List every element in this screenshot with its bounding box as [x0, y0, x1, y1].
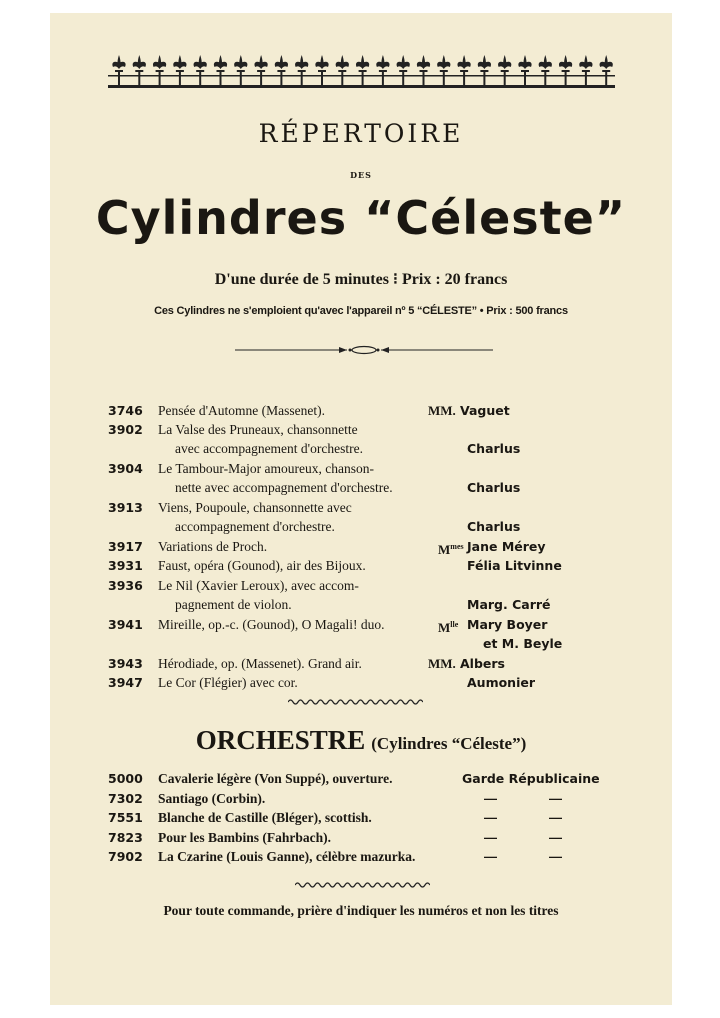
entry-title: Le Tambour-Major amoureux, chanson-	[158, 461, 374, 476]
performer-name: Charlus	[467, 519, 521, 534]
performer-prefix-main: M	[438, 542, 451, 557]
entry-title: Hérodiade, op. (Massenet). Grand air.	[158, 656, 362, 671]
entry-title: Mireille, op.-c. (Gounod), O Magali! duo.	[158, 617, 385, 632]
entry-title: Viens, Poupoule, chansonnette avec	[158, 500, 352, 515]
performer-name: Jane Mérey	[467, 539, 546, 554]
performer-name: Vaguet	[460, 403, 510, 418]
entry-number: 3941	[108, 617, 143, 632]
performer-prefix	[438, 615, 458, 637]
entry-title: Le Cor (Flégier) avec cor.	[158, 675, 298, 690]
entry-title: accompagnement d'orchestre.	[175, 519, 335, 534]
orchestre-heading	[50, 725, 672, 756]
fleur-de-lis-border-ornament	[108, 51, 615, 91]
ditto-dash: —	[484, 810, 497, 825]
entry-number: 3943	[108, 656, 143, 671]
ditto-dash: —	[484, 791, 497, 806]
entry-title: Pensée d'Automne (Massenet).	[158, 403, 326, 418]
performer-name-secondary: et M. Beyle	[483, 636, 563, 651]
performer-name: Garde Républicaine	[462, 771, 600, 786]
entry-number: 7902	[108, 849, 143, 864]
entry-number: 5000	[108, 771, 143, 786]
performer-name: Aumonier	[467, 675, 536, 690]
entry-number: 3902	[108, 422, 143, 437]
wavy-divider-bottom	[295, 881, 430, 889]
ditto-dash: —	[549, 849, 562, 864]
main-title: Cylindres “Céleste”	[95, 191, 627, 245]
catalog-page	[50, 13, 672, 1005]
performer-name: Charlus	[467, 480, 521, 495]
footer-note: Pour toute commande, prière d'indiquer les numéros et non les titres	[163, 903, 559, 918]
entry-title: Blanche de Castille (Bléger), scottish.	[158, 810, 372, 825]
entry-number: 3746	[108, 403, 143, 418]
entry-title: Variations de Proch.	[158, 539, 268, 554]
performer-prefix-sup: mes	[450, 542, 464, 551]
performer-name: Félia Litvinne	[467, 558, 562, 573]
performer-name: Mary Boyer	[467, 617, 548, 632]
entry-title: pagnement de violon.	[175, 597, 292, 612]
apparatus-line: Ces Cylindres ne s'emploient qu'avec l'appareil nº 5 “CÉLESTE” • Prix : 500 francs	[154, 305, 568, 317]
entry-title: Le Nil (Xavier Leroux), avec accom-	[158, 578, 359, 593]
entry-number: 7302	[108, 791, 143, 806]
performer-prefix-sup: lle	[450, 620, 459, 629]
entry-number: 7551	[108, 810, 143, 825]
entry-number: 3917	[108, 539, 143, 554]
entry-number: 7823	[108, 830, 143, 845]
entry-number: 3931	[108, 558, 143, 573]
ornamental-separator	[235, 343, 493, 357]
ditto-dash: —	[484, 830, 497, 845]
performer-prefix-main: M	[438, 620, 451, 635]
entry-title: avec accompagnement d'orchestre.	[175, 441, 363, 456]
subtitle-des: DES	[350, 170, 372, 180]
ditto-dash: —	[549, 830, 562, 845]
orchestre-subtitle: (Cylindres “Céleste”)	[371, 734, 527, 753]
entry-title: Santiago (Corbin).	[158, 791, 266, 806]
performer-name: Albers	[460, 656, 505, 671]
entry-title: La Valse des Pruneaux, chansonnette	[158, 422, 358, 437]
entry-number: 3947	[108, 675, 143, 690]
ditto-dash: —	[549, 791, 562, 806]
orchestre-title: ORCHESTRE	[195, 725, 366, 755]
performer-name: Charlus	[467, 441, 521, 456]
entry-number: 3936	[108, 578, 143, 593]
entry-number: 3904	[108, 461, 143, 476]
duration-price-line: D'une durée de 5 minutes ⁝ Prix : 20 francs	[214, 271, 508, 288]
performer-prefix: MM.	[428, 656, 456, 671]
performer-name: Marg. Carré	[467, 597, 551, 612]
performer-prefix: MM.	[428, 403, 456, 418]
entry-number: 3913	[108, 500, 143, 515]
entry-title: Faust, opéra (Gounod), air des Bijoux.	[158, 558, 366, 573]
performer-prefix	[438, 537, 464, 559]
wavy-divider	[288, 698, 423, 706]
entry-title: Cavalerie légère (Von Suppé), ouverture.	[158, 771, 393, 786]
ditto-dash: —	[549, 810, 562, 825]
ditto-dash: —	[484, 849, 497, 864]
entry-title: Pour les Bambins (Fahrbach).	[158, 830, 332, 845]
entry-title: nette avec accompagnement d'orchestre.	[175, 480, 393, 495]
entry-title: La Czarine (Louis Ganne), célèbre mazurka.	[158, 849, 416, 864]
page-title: RÉPERTOIRE	[258, 119, 464, 148]
